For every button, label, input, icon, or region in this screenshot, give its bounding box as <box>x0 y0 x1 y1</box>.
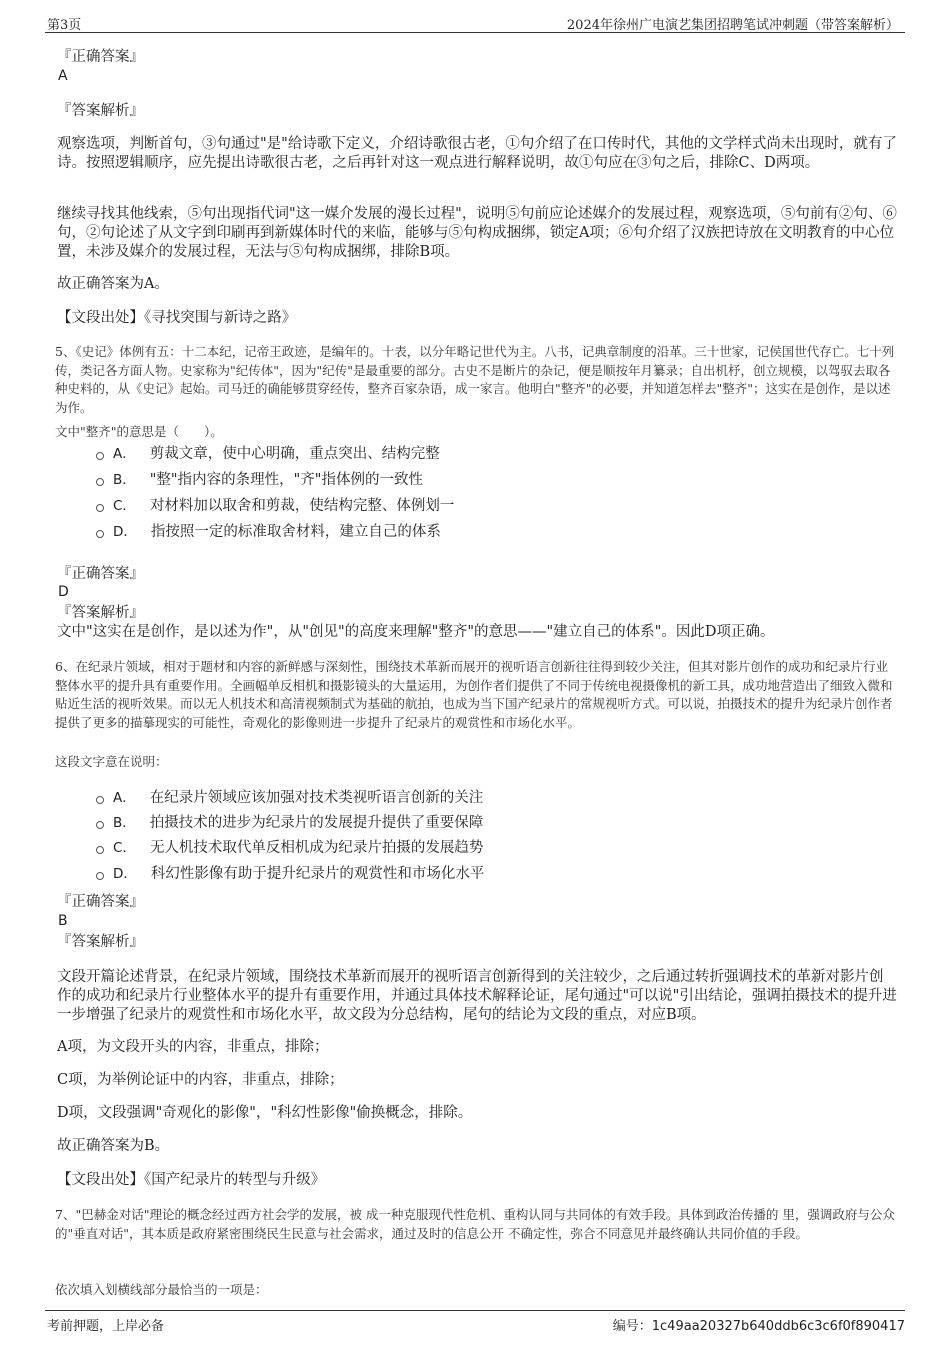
q6-option-d[interactable]: D． 科幻性影像有助于提升纪录片的观赏性和市场化水平 <box>96 864 484 884</box>
q5-analysis: 文中"这实在是创作，是以述为作"，从"创见"的高度来理解"整齐"的意思——"建立自己的体系"。因此D项正确。 <box>57 624 775 640</box>
q5-option-b[interactable]: B． "整"指内容的条理性，"齐"指体例的一致性 <box>96 470 423 490</box>
q6-answer-label: 『正确答案』 <box>57 894 144 910</box>
q5-option-a[interactable]: A． 剪裁文章，使中心明确，重点突出、结构完整 <box>96 444 440 464</box>
q6-analysis-label: 『答案解析』 <box>57 934 144 950</box>
radio-icon[interactable] <box>96 796 104 804</box>
page-header <box>45 12 905 33</box>
q7-question: 依次填入划横线部分最恰当的一项是： <box>55 1282 268 1297</box>
q7-stem: 7、"巴赫金对话"理论的概念经过西方社会学的发展，被 成一种克服现代性危机、重构认同与共同体的有效手段。具体到政治传播的 里，强调政府与公众的"垂直对话"，其本质是政府紧密围绕民生民意与社会需求，通过及时的信息公开 不确定性，弥合不同意见并最终确认共同价值的手段。 <box>55 1207 895 1241</box>
q4-analysis-para2: 继续寻找其他线索，⑤句出现指代词"这一媒介发展的漫长过程"，说明⑤句前应论述媒介的发展过程，观察选项，⑤句前有②句、⑥句，②句论述了从文字到印刷再到新媒体时代的来临，能够与⑤句构成捆绑，锁定A项；⑥句介绍了汉族把诗放在文明教育的中心位置，未涉及媒介的发展过程，无法与⑤句构成捆绑，排除B项。 <box>57 206 897 260</box>
q4-analysis-para1: 观察选项，判断首句，③句通过"是"给诗歌下定义，介绍诗歌很古老，①句介绍了在口传时代，其他的文学样式尚未出现时，就有了诗。按照逻辑顺序，应先提出诗歌很古老，之后再针对这一观点进行解释说明，故①句应在③句之后，排除C、D两项。 <box>57 136 897 171</box>
q6-analysis-para1: 文段开篇论述背景，在纪录片领域，围绕技术革新而展开的视听语言创新得到的关注较少，之后通过转折强调技术的革新对影片创作的成功和纪录片行业整体水平的提升有重要作用，并通过具体技术解释论证，尾句通过"可以说"引出结论，强调拍摄技术的提升进一步增强了纪录片的观赏性和市场化水平，故文段为分总结构，尾句的结论为文段的重点，对应B项。 <box>57 969 897 1023</box>
q4-answer-label: 『正确答案』 <box>57 49 144 65</box>
q5-analysis-label: 『答案解析』 <box>57 605 144 621</box>
q6-source: 【文段出处】《国产纪录片的转型与升级》 <box>57 1172 326 1188</box>
radio-icon[interactable] <box>96 872 104 880</box>
document-id-value: 1c49aa20327b640ddb6c3c6f0f890417 <box>651 1319 905 1334</box>
radio-icon[interactable] <box>96 846 104 854</box>
radio-icon[interactable] <box>96 478 104 486</box>
q5-option-d[interactable]: D． 指按照一定的标准取舍材料，建立自己的体系 <box>96 522 441 542</box>
document-title: 2024年徐州广电演艺集团招聘笔试冲刺题（带答案解析） <box>566 18 899 33</box>
radio-icon[interactable] <box>96 504 104 512</box>
q4-answer: A <box>58 68 68 84</box>
q6-option-c[interactable]: C． 无人机技术取代单反相机成为纪录片拍摄的发展趋势 <box>96 838 483 858</box>
q5-stem: 5、《史记》体例有五：十二本纪，记帝王政迹，是编年的。十表，以分年略记世代为主。八书，记典章制度的沿革。三十世家，记侯国世代存亡。七十列传，类记各方面人物。史家称为"纪传体"，因为"纪传"是最重要的部分。古史不是断片的杂记，便是顺按年月纂录；自出机杼，创立规模，以驾驭去取各种史料的，从《史记》起始。司马迁的确能够贯穿经传，整齐百家杂语，成一家言。他明白"整齐"的必要，并知道怎样去"整齐"；这实在是创作，是以述为作。 <box>55 344 895 415</box>
q4-conclusion: 故正确答案为A。 <box>57 276 169 292</box>
q5-option-c[interactable]: C． 对材料加以取舍和剪裁，使结构完整、体例划一 <box>96 496 454 516</box>
page-number: 第3页 <box>47 18 82 33</box>
q5-answer: D <box>58 584 69 600</box>
page-footer <box>45 1310 905 1333</box>
document-id-label: 编号： <box>612 1319 652 1334</box>
q4-source: 【文段出处】《寻找突围与新诗之路》 <box>57 310 297 326</box>
q5-question: 文中"整齐"的意思是（ ）。 <box>55 424 223 439</box>
q6-stem: 6、在纪录片领域，相对于题材和内容的新鲜感与深刻性，围绕技术革新而展开的视听语言创新往往得到较少关注，但其对影片创作的成功和纪录片行业整体水平的提升具有重要作用。全画幅单反相机和摄影镜头的大量运用，为创作者们提供了不同于传统电视摄像机的新工具，成功地营造出了细致入微和贴近生活的视听效果。而以无人机技术和高清视频制式为基础的航拍，也成为当下国产纪录片的常规视听方式。可以说，拍摄技术的提升为纪录片创作者提供了更多的描摹现实的可能性，奇观化的影像则进一步提升了纪录片的观赏性和市场化水平。 <box>55 659 893 730</box>
q6-question: 这段文字意在说明： <box>55 754 168 769</box>
q6-analysis-line-d: D项，文段强调"奇观化的影像"，"科幻性影像"偷换概念，排除。 <box>57 1105 473 1121</box>
q6-option-a[interactable]: A． 在纪录片领域应该加强对技术类视听语言创新的关注 <box>96 788 483 808</box>
radio-icon[interactable] <box>96 821 104 829</box>
document-id <box>613 1315 905 1334</box>
footer-slogan: 考前押题，上岸必备 <box>47 1319 165 1334</box>
radio-icon[interactable] <box>96 530 104 538</box>
q6-conclusion: 故正确答案为B。 <box>57 1138 170 1154</box>
q4-analysis-label: 『答案解析』 <box>57 103 144 119</box>
q5-answer-label: 『正确答案』 <box>57 566 144 582</box>
q6-option-b[interactable]: B． 拍摄技术的进步为纪录片的发展提升提供了重要保障 <box>96 813 483 833</box>
radio-icon[interactable] <box>96 452 104 460</box>
q6-analysis-line-c: C项，为举例论证中的内容，非重点，排除； <box>57 1072 344 1088</box>
q6-analysis-line-a: A项，为文段开头的内容，非重点，排除； <box>57 1039 329 1055</box>
q6-answer: B <box>58 913 68 929</box>
